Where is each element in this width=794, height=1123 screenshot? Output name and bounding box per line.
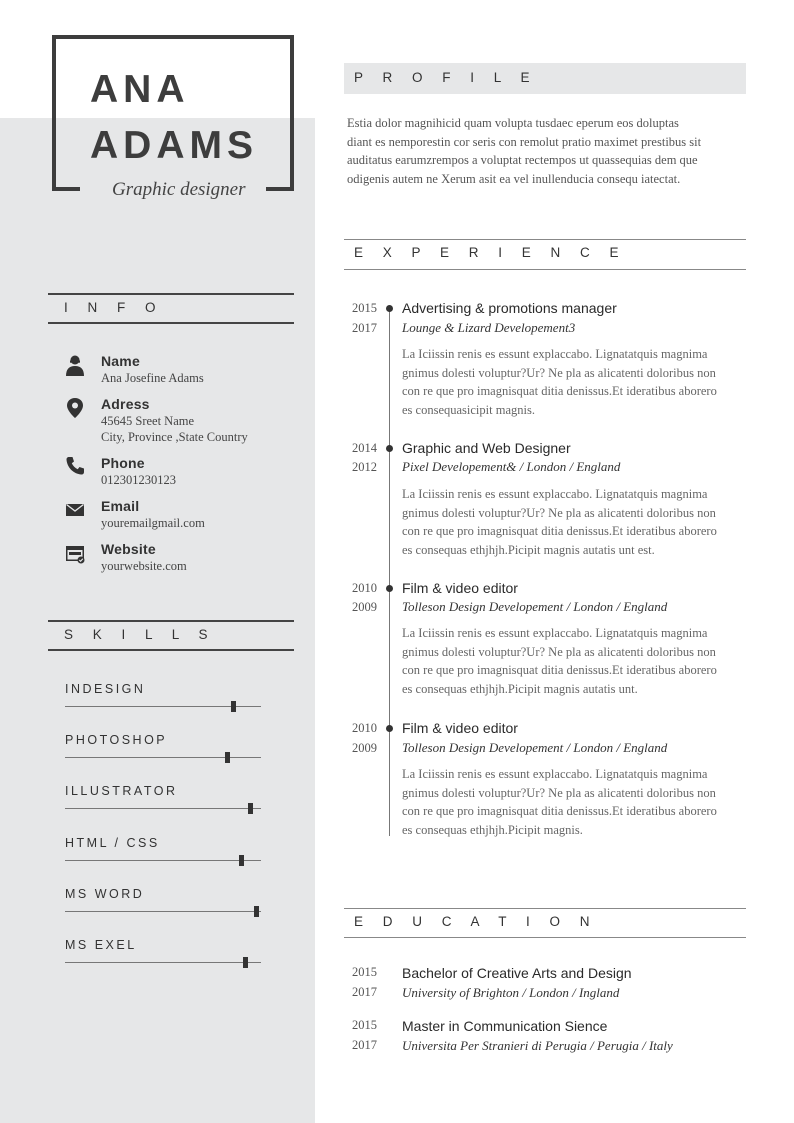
profile-line: Estia dolor magnihicid quam volupta tusdaec eperum eos doluptas — [347, 116, 679, 130]
year-end: 2017 — [352, 985, 377, 999]
skill-item — [65, 784, 261, 798]
experience-description — [402, 765, 747, 840]
profile-line: diant es nemporestin cor seris con remolut pratio maximet prestibus sit — [347, 134, 702, 149]
timeline-dot — [386, 725, 393, 732]
experience-timeline — [389, 310, 390, 836]
skill-track — [65, 757, 261, 758]
info-item-email — [101, 498, 205, 531]
year-start: 2014 — [352, 441, 377, 455]
year-start: 2010 — [352, 721, 377, 735]
skill-level-marker — [248, 803, 253, 814]
info-label: Phone — [101, 455, 145, 471]
skill-level-marker — [231, 701, 236, 712]
info-label: Website — [101, 541, 156, 557]
year-end: 2017 — [352, 1038, 377, 1052]
desc-line: con re que pro imagnisquat ditia denissus.Et ideratibus aborero — [402, 384, 717, 399]
skill-level-marker — [254, 906, 259, 917]
skill-track — [65, 808, 261, 809]
info-value: 45645 Sreet Name — [101, 414, 195, 428]
education-school: University of Brighton / London / Ingland — [402, 985, 620, 1000]
desc-line: es consequasicipit magnis. — [402, 403, 535, 418]
year-start: 2010 — [352, 581, 377, 595]
desc-line: es consequas ethjhjh.Picipit magnis autatis unt est. — [402, 543, 655, 558]
phone-icon — [64, 455, 86, 477]
location-pin-icon — [64, 397, 86, 419]
skill-level-marker — [225, 752, 230, 763]
skill-name: INDESIGN — [65, 682, 146, 696]
year-end: 2012 — [352, 460, 377, 474]
desc-line: La Iciissin renis es essunt explaccabo. Lignatatquis magnima — [402, 626, 708, 640]
experience-title: Graphic and Web Designer — [402, 440, 571, 456]
skill-item — [65, 733, 261, 747]
desc-line: con re que pro imagnisquat ditia denissus.Et ideratibus aborero — [402, 524, 717, 539]
experience-rule-top — [344, 239, 746, 240]
envelope-icon — [64, 499, 86, 521]
timeline-dot — [386, 445, 393, 452]
experience-description — [402, 345, 747, 420]
profile-line: odigenis autem ne Xerum asit ea vel inullenducia consequ iatectat. — [347, 172, 681, 187]
job-title: Graphic designer — [112, 179, 246, 200]
info-value: City, Province ,State Country — [101, 430, 248, 444]
timeline-dot — [386, 305, 393, 312]
info-label: Adress — [101, 396, 150, 412]
experience-description — [402, 485, 747, 560]
education-title: Bachelor of Creative Arts and Design — [402, 965, 632, 981]
education-rule-top — [344, 908, 746, 909]
education-rule-bottom — [344, 937, 746, 938]
desc-line: es consequas ethjhjh.Picipit magnis. — [402, 823, 583, 838]
skill-name: ILLUSTRATOR — [65, 784, 178, 798]
experience-company: Pixel Developement& / London / England — [402, 459, 621, 474]
skill-item — [65, 836, 261, 850]
experience-company: Tolleson Design Developement / London / England — [402, 599, 668, 614]
info-rule-bottom — [48, 322, 294, 324]
skill-level-marker — [243, 957, 248, 968]
info-item-address — [101, 396, 248, 445]
desc-line: con re que pro imagnisquat ditia denissus.Et ideratibus aborero — [402, 663, 717, 678]
year-start: 2015 — [352, 301, 377, 315]
desc-line: con re que pro imagnisquat ditia denissus.Et ideratibus aborero — [402, 804, 717, 819]
experience-heading: E X P E R I E N C E — [354, 245, 627, 260]
skill-track — [65, 860, 261, 861]
desc-line: gnimus dolesti voluptur?Ur? Ne pla as alicatenti doloribus non — [402, 644, 716, 659]
experience-title: Film & video editor — [402, 720, 518, 736]
skill-name: PHOTOSHOP — [65, 733, 168, 747]
profile-line: auditatus earumzrempos a voluptat rectempos ut quassequias dem que — [347, 153, 698, 168]
education-heading: E D U C A T I O N — [354, 914, 598, 929]
desc-line: gnimus dolesti voluptur?Ur? Ne pla as alicatenti doloribus non — [402, 505, 716, 520]
year-start: 2015 — [352, 1018, 377, 1032]
skills-rule-top — [48, 620, 294, 622]
desc-line: La Iciissin renis es essunt explaccabo. Lignatatquis magnima — [402, 347, 708, 361]
year-end: 2009 — [352, 741, 377, 755]
year-start: 2015 — [352, 965, 377, 979]
last-name: ADAMS — [90, 124, 258, 167]
skill-item — [65, 938, 261, 952]
info-heading: I N F O — [64, 300, 164, 315]
experience-company: Lounge & Lizard Developement3 — [402, 320, 576, 335]
experience-company: Tolleson Design Developement / London / England — [402, 740, 668, 755]
experience-title: Advertising & promotions manager — [402, 300, 617, 316]
skill-item — [65, 887, 261, 901]
experience-rule-bottom — [344, 269, 746, 270]
desc-line: La Iciissin renis es essunt explaccabo. Lignatatquis magnima — [402, 487, 708, 501]
skill-track — [65, 962, 261, 963]
skill-name: MS WORD — [65, 887, 145, 901]
skill-item — [65, 682, 261, 696]
experience-description — [402, 624, 747, 699]
person-icon — [64, 354, 86, 376]
desc-line: es consequas ethjhjh.Picipit magnis autatis unt. — [402, 682, 638, 697]
skills-heading: S K I L L S — [64, 627, 216, 642]
year-end: 2017 — [352, 321, 377, 335]
info-item-name — [101, 353, 204, 386]
skill-track — [65, 911, 261, 912]
skills-rule-bottom — [48, 649, 294, 651]
info-value: youremailgmail.com — [101, 516, 205, 530]
info-value: yourwebsite.com — [101, 559, 187, 573]
info-label: Name — [101, 353, 140, 369]
website-icon — [64, 543, 86, 565]
desc-line: gnimus dolesti voluptur?Ur? Ne pla as alicatenti doloribus non — [402, 365, 716, 380]
profile-text — [347, 114, 701, 189]
profile-heading: P R O F I L E — [354, 70, 538, 85]
info-label: Email — [101, 498, 140, 514]
timeline-dot — [386, 585, 393, 592]
info-item-website — [101, 541, 187, 574]
info-rule-top — [48, 293, 294, 295]
info-value: Ana Josefine Adams — [101, 371, 204, 385]
year-end: 2009 — [352, 600, 377, 614]
info-item-phone — [101, 455, 176, 488]
education-school: Universita Per Stranieri di Perugia / Perugia / Italy — [402, 1038, 673, 1053]
experience-title: Film & video editor — [402, 580, 518, 596]
first-name: ANA — [90, 68, 190, 111]
education-title: Master in Communication Sience — [402, 1018, 608, 1034]
desc-line: La Iciissin renis es essunt explaccabo. Lignatatquis magnima — [402, 767, 708, 781]
info-value: 012301230123 — [101, 473, 176, 487]
skill-name: HTML / CSS — [65, 836, 160, 850]
skill-name: MS EXEL — [65, 938, 137, 952]
skill-level-marker — [239, 855, 244, 866]
desc-line: gnimus dolesti voluptur?Ur? Ne pla as alicatenti doloribus non — [402, 785, 716, 800]
